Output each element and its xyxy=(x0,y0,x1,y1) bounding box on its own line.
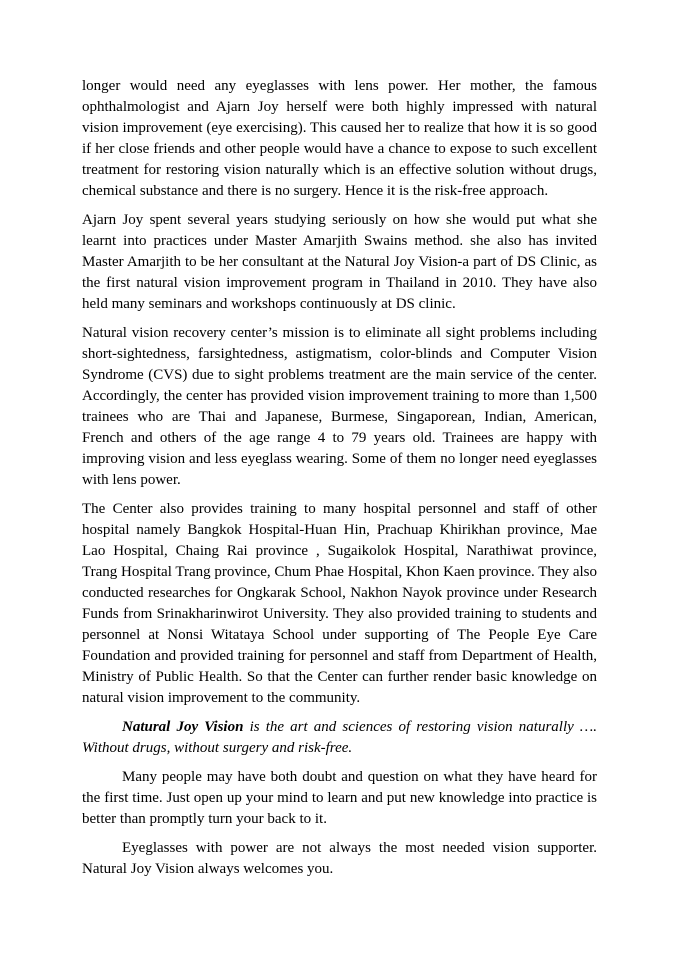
quote-rest-text: is the art and sciences of restoring vision naturally …. Without drugs, without surgery and risk-free. xyxy=(82,719,598,756)
paragraph-4: The Center also provides training to many hospital personnel and staff of other hospital namely Bangkok Hospital-Huan Hin, Prachuap Khirikhan province, Mae Lao Hospital, Chaing Rai province , Sugaikolok Hospital, Narathiwat province, Trang Hospital Trang province, Chum Phae Hospital, Khon Kaen province. They also conducted researches for Ongkarak School, Nakhon Nayok province under Research Funds from Srinakharinwirot University. They also provided training to students and personnel at Nonsi Witataya School under supporting of The People Eye Care Foundation and provided training for personnel and staff from Department of Health, Ministry of Public Health. So that the Center can further render basic knowledge on natural vision improvement to the community. xyxy=(82,501,597,706)
quote-lead-text: Natural Joy Vision xyxy=(122,719,244,735)
paragraph-3: Natural vision recovery center’s mission is to eliminate all sight problems including short-sightedness, farsightedness, astigmatism, color-blinds and Computer Vision Syndrome (CVS) due to sight problems treatment are the main service of the center. Accordingly, the center has provided vision improvement training to more than 1,500 trainees who are Thai and Japanese, Burmese, Singaporean, Indian, American, French and others of the age range 4 to 79 years old. Trainees are happy with improving vision and less eyeglass wearing. Some of them no longer need eyeglasses with lens power. xyxy=(82,325,597,488)
quote-paragraph xyxy=(82,717,597,759)
paragraph-7: Eyeglasses with power are not always the most needed vision supporter. Natural Joy Vision always welcomes you. xyxy=(82,840,597,877)
paragraph-6: Many people may have both doubt and question on what they have heard for the first time. Just open up your mind to learn and put new knowledge into practice is better than promptly turn your back to it. xyxy=(82,769,597,827)
paragraph-1: longer would need any eyeglasses with lens power. Her mother, the famous ophthalmologist and Ajarn Joy herself were both highly impressed with natural vision improvement (eye exercising). This caused her to realize that how it is so good if her close friends and other people would have a chance to expose to such excellent treatment for restoring vision naturally which is an effective solution without drugs, chemical substance and there is no surgery. Hence it is the risk-free approach. xyxy=(82,78,597,199)
paragraph-2: Ajarn Joy spent several years studying seriously on how she would put what she learnt into practices under Master Amarjith Swains method. she also has invited Master Amarjith to be her consultant at the Natural Joy Vision-a part of DS Clinic, as the first natural vision improvement program in Thailand in 2010. They have also held many seminars and workshops continuously at DS clinic. xyxy=(82,212,597,312)
